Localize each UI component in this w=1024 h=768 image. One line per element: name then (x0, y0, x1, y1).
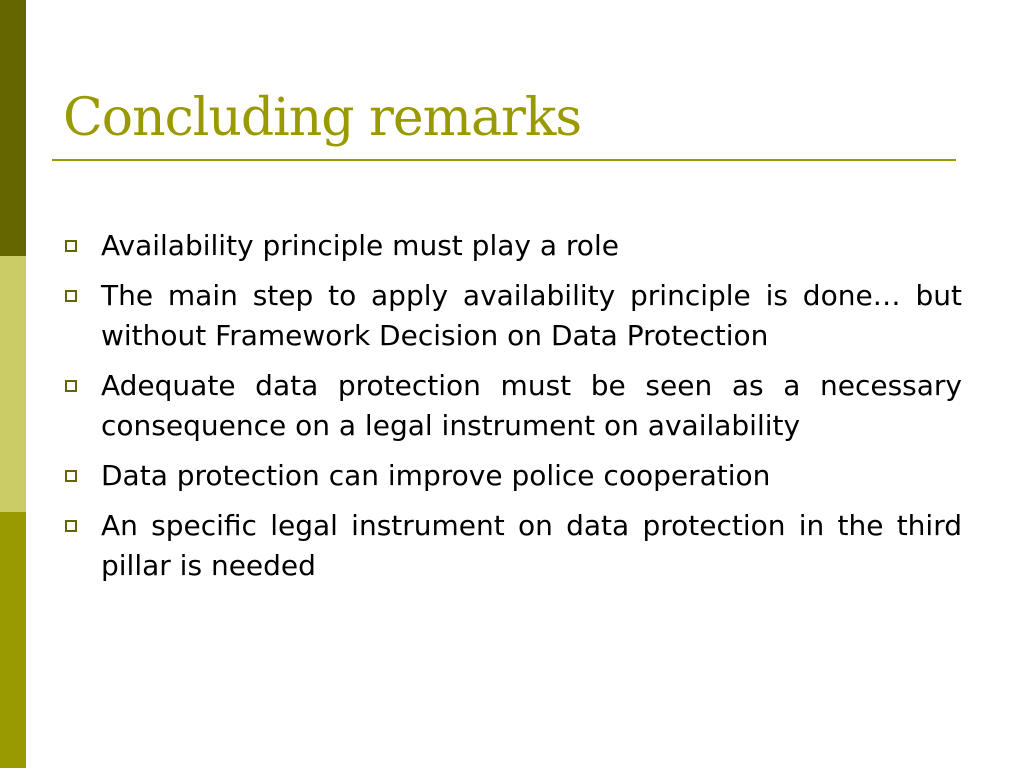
sidebar-segment-medium (0, 512, 26, 768)
sidebar-segment-dark (0, 0, 26, 256)
square-bullet-icon (65, 470, 77, 482)
square-bullet-icon (65, 380, 77, 392)
bullet-item (62, 366, 962, 446)
bullet-item (62, 456, 962, 496)
bullet-text: An specific legal instrument on data protection in the third pillar is needed (101, 509, 962, 582)
bullet-text: Data protection can improve police cooperation (101, 459, 771, 492)
slide-title: Concluding remarks (63, 88, 582, 148)
title-underline (52, 159, 956, 161)
sidebar-accent-bar (0, 0, 26, 768)
bullet-item (62, 506, 962, 586)
square-bullet-icon (65, 240, 77, 252)
sidebar-segment-light (0, 256, 26, 512)
bullet-text: Adequate data protection must be seen as a necessary consequence on a legal instrument on availability (101, 369, 962, 442)
bullet-list (62, 226, 962, 596)
square-bullet-icon (65, 520, 77, 532)
square-bullet-icon (65, 290, 77, 302)
bullet-item (62, 276, 962, 356)
bullet-item (62, 226, 962, 266)
bullet-text: Availability principle must play a role (101, 229, 619, 262)
bullet-text: The main step to apply availability principle is done… but without Framework Decision on Data Protection (101, 279, 962, 352)
